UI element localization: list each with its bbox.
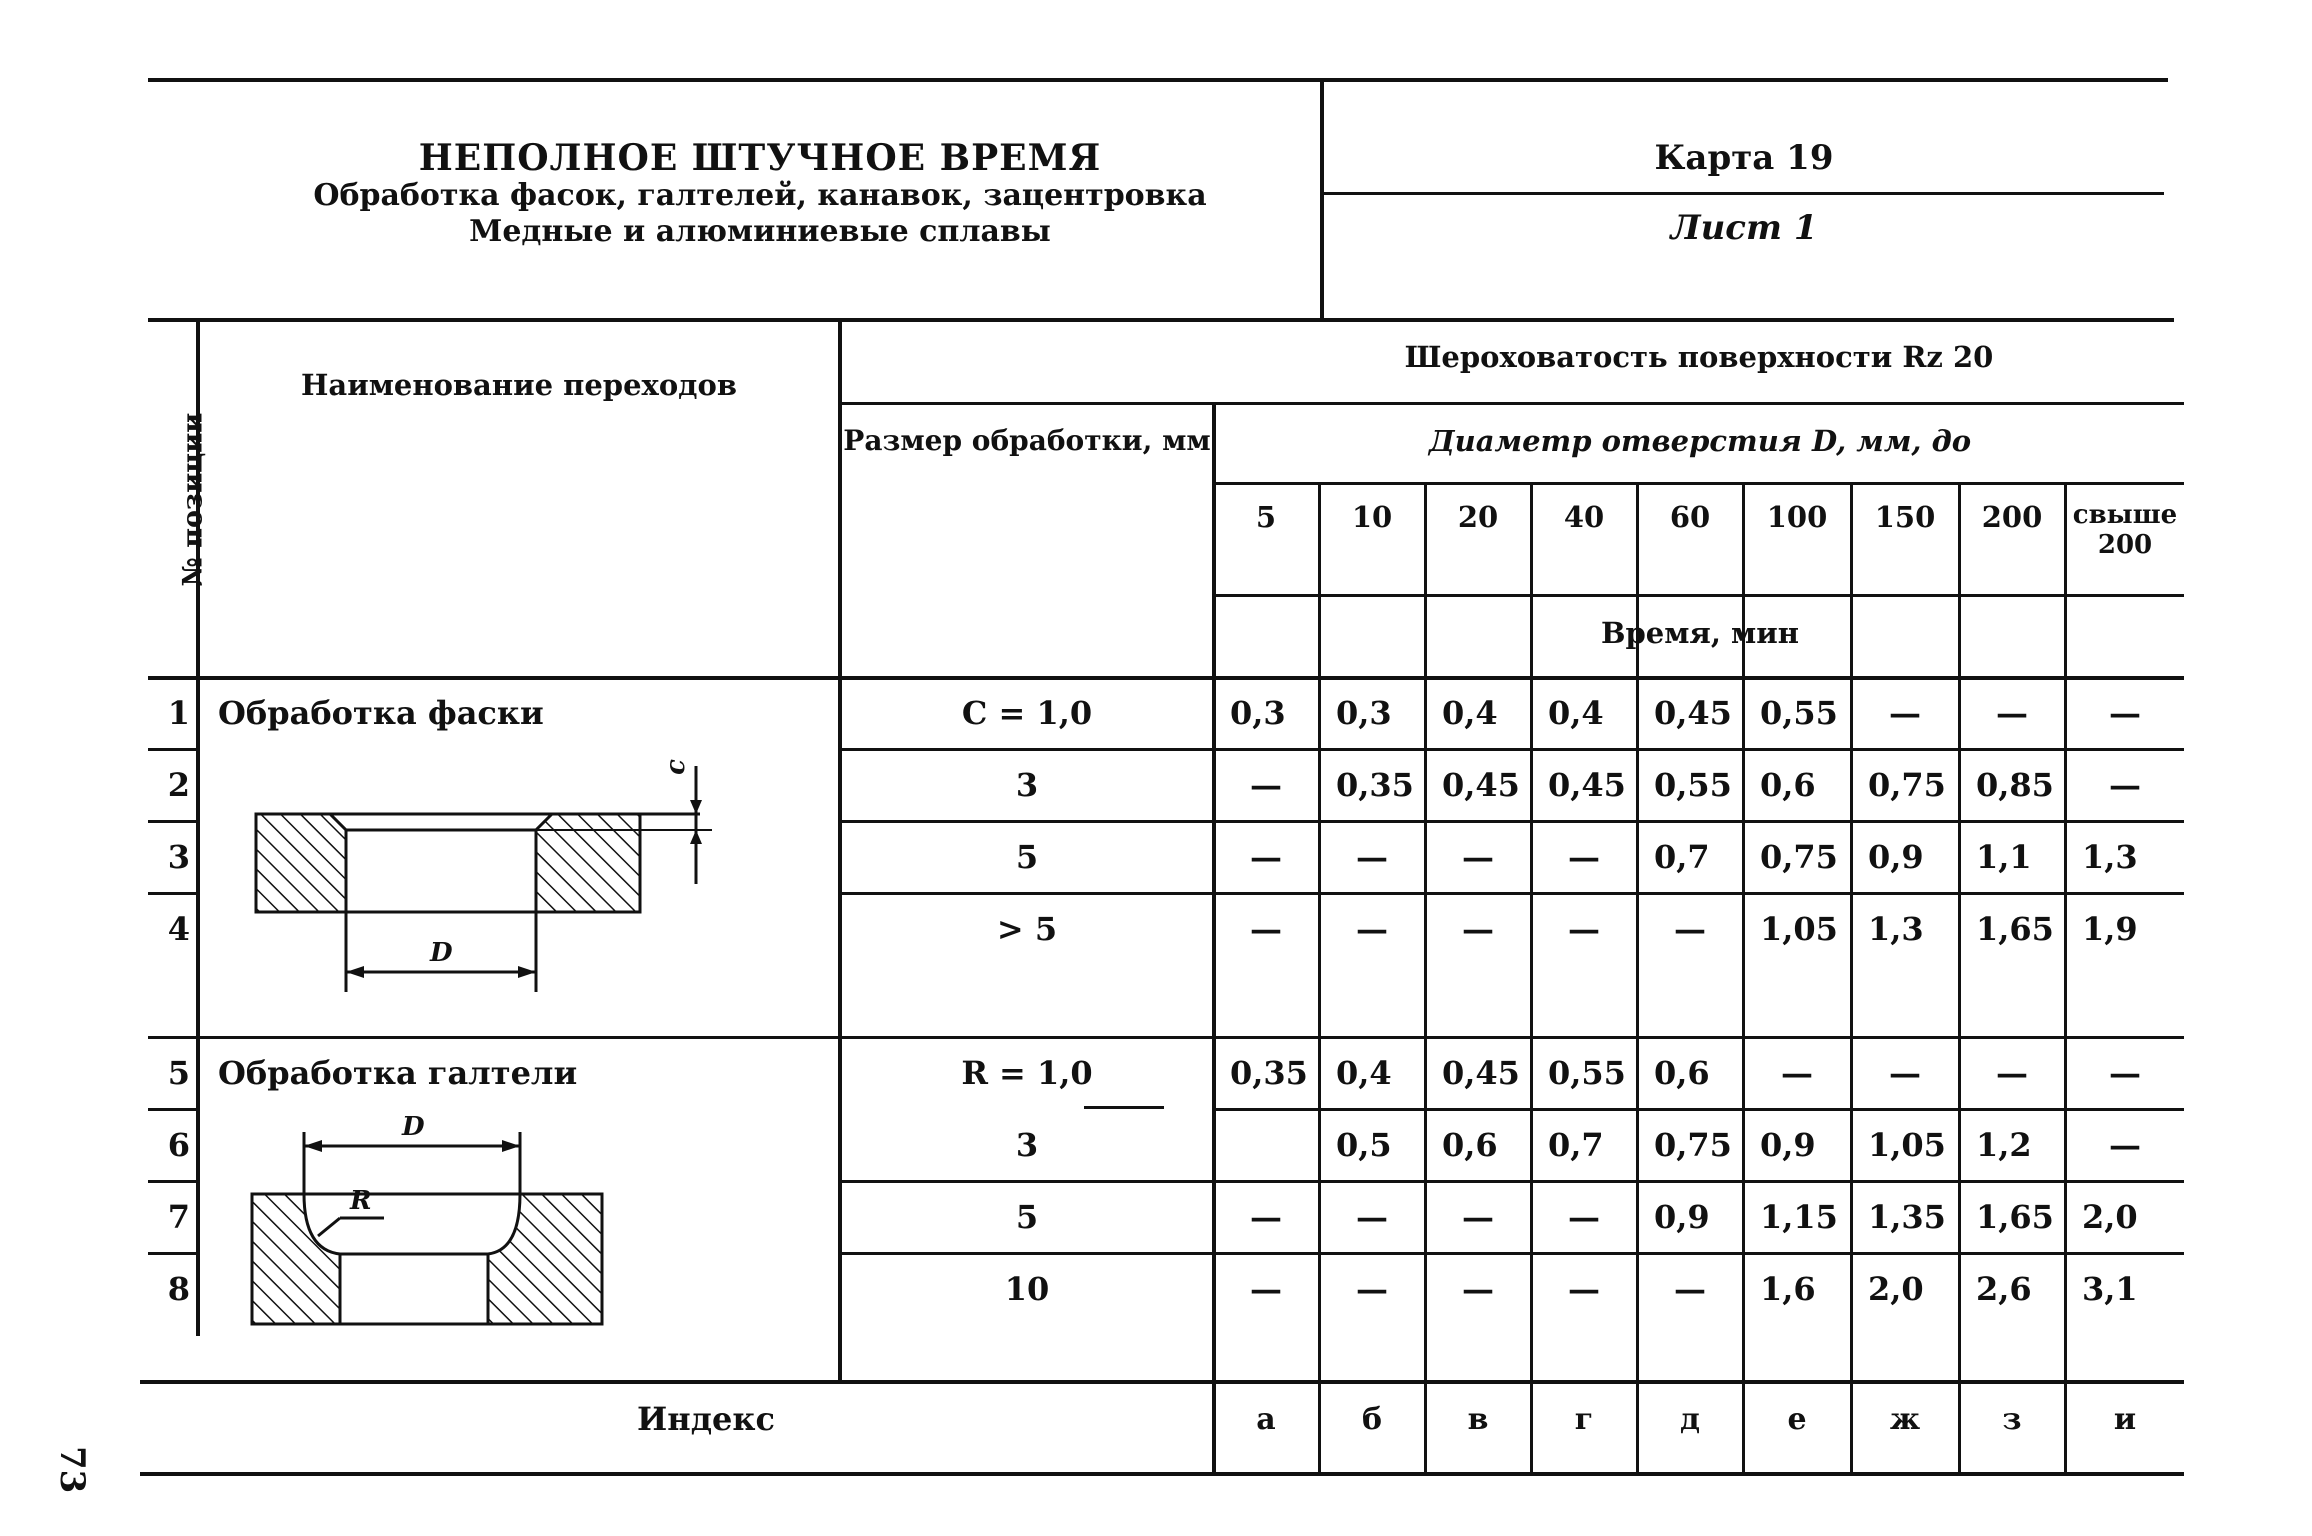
time-cell: 0,7 (1654, 838, 1710, 876)
time-cell: 1,3 (1868, 910, 1924, 948)
position-no-header: № позиции (177, 412, 209, 587)
time-cell: 1,05 (1868, 1126, 1946, 1164)
row-rule (148, 1108, 198, 1111)
row-rule (1214, 1108, 2184, 1111)
time-cell: 0,5 (1336, 1126, 1392, 1164)
row-rule (148, 1180, 198, 1183)
size-cell: 3 (1015, 766, 1039, 804)
time-cell: — (1889, 1054, 1921, 1092)
diameter-header-cell: 200 (1981, 500, 2043, 534)
size-cell: 3 (1015, 1126, 1039, 1164)
time-cell: 0,75 (1868, 766, 1946, 804)
time-cell: 1,3 (2082, 838, 2138, 876)
time-cell: 2,0 (1868, 1270, 1924, 1308)
row-number: 8 (167, 1270, 190, 1308)
time-cell: 0,75 (1654, 1126, 1732, 1164)
time-cell: 0,4 (1336, 1054, 1392, 1092)
index-cell: е (1787, 1402, 1807, 1437)
time-cell: 0,9 (1760, 1126, 1816, 1164)
time-cell: 0,85 (1976, 766, 2054, 804)
time-cell: — (1250, 1198, 1282, 1236)
doc-material: Медные и алюминиевые сплавы (469, 214, 1051, 249)
size-cell: С = 1,0 (961, 694, 1093, 732)
group-rule (148, 1036, 2184, 1039)
diameter-header-cell: 100 (1766, 500, 1828, 534)
diameter-header-cell: свыше 200 (2072, 500, 2178, 560)
time-cell: — (2109, 1126, 2141, 1164)
header-bottom-rule (148, 318, 2174, 322)
index-header: Индекс (637, 1400, 775, 1438)
size-cell: 5 (1015, 1198, 1039, 1236)
size-cell: 5 (1015, 838, 1039, 876)
diameter-header: Диаметр отверстия D, мм, до (1428, 424, 1972, 458)
index-cell: г (1574, 1402, 1594, 1437)
row-rule (840, 748, 2184, 751)
time-cell: 0,3 (1230, 694, 1286, 732)
time-cell: 0,35 (1336, 766, 1414, 804)
time-cell: 0,9 (1868, 838, 1924, 876)
time-cell: — (1462, 1270, 1494, 1308)
time-cell: 1,35 (1868, 1198, 1946, 1236)
row-number: 2 (167, 766, 190, 804)
sheet-label: Лист 1 (1670, 208, 1818, 248)
roughness-header: Шероховатость поверхности Rz 20 (1404, 340, 1994, 374)
time-cell: — (2109, 694, 2141, 732)
time-cell: — (1462, 910, 1494, 948)
diameter-header-cell: 150 (1874, 500, 1936, 534)
time-cell: — (1568, 838, 1600, 876)
diameter-header-cell: 40 (1563, 500, 1605, 534)
row-rule (1084, 1106, 1164, 1109)
doc-title: НЕПОЛНОЕ ШТУЧНОЕ ВРЕМЯ (418, 137, 1102, 179)
transition-name-header: Наименование переходов (301, 368, 737, 402)
index-cell: б (1361, 1402, 1382, 1437)
index-cell: ж (1889, 1402, 1921, 1437)
time-cell: — (2109, 1054, 2141, 1092)
row-rule (840, 820, 2184, 823)
row-number: 5 (167, 1054, 190, 1092)
chamfer-left-block (256, 814, 346, 912)
time-cell: 0,6 (1442, 1126, 1498, 1164)
time-cell: — (1250, 766, 1282, 804)
chamfer-dim-c-label: c (660, 759, 691, 775)
time-cell: — (1674, 910, 1706, 948)
time-cell: — (1250, 838, 1282, 876)
time-cell: 0,45 (1548, 766, 1626, 804)
time-cell: — (1674, 1270, 1706, 1308)
index-cell: з (2002, 1402, 2022, 1437)
row-number: 7 (167, 1198, 190, 1236)
time-cell: 1,15 (1760, 1198, 1838, 1236)
row-rule (148, 892, 198, 895)
doc-subtitle: Обработка фасок, галтелей, канавок, зацентровка (313, 178, 1207, 213)
time-cell: — (2109, 766, 2141, 804)
time-cell: 0,55 (1548, 1054, 1626, 1092)
time-cell: 2,6 (1976, 1270, 2032, 1308)
time-cell: — (1250, 1270, 1282, 1308)
time-cell: — (1889, 694, 1921, 732)
time-cell: 0,45 (1442, 1054, 1520, 1092)
time-cell: — (1356, 838, 1388, 876)
row-number: 6 (167, 1126, 190, 1164)
time-cell: — (1250, 910, 1282, 948)
index-rule (140, 1380, 2184, 1384)
size-cell: 10 (1004, 1270, 1050, 1308)
time-cell: 2,0 (2082, 1198, 2138, 1236)
time-cell: 0,6 (1654, 1054, 1710, 1092)
diameter-rule (1214, 482, 2184, 485)
row-rule (148, 1252, 198, 1255)
diameter-header-cell: 5 (1255, 500, 1277, 534)
group-name-chamfer: Обработка фаски (218, 694, 544, 732)
index-cell: в (1467, 1402, 1489, 1437)
time-cell: 1,05 (1760, 910, 1838, 948)
time-cell: — (1356, 1198, 1388, 1236)
time-cell: 0,4 (1442, 694, 1498, 732)
fillet-diameter-label: D (402, 1112, 425, 1142)
chamfer-right-block (536, 814, 640, 912)
time-cell: 3,1 (2082, 1270, 2138, 1308)
time-cell: — (1356, 1270, 1388, 1308)
index-cell: а (1256, 1402, 1276, 1437)
size-header: Размер обработки, мм (843, 424, 1211, 457)
index-cell: д (1680, 1402, 1700, 1437)
time-cell: 0,9 (1654, 1198, 1710, 1236)
time-cell: — (1996, 694, 2028, 732)
diameter-header-cell: 20 (1457, 500, 1499, 534)
row-rule (840, 1252, 2184, 1255)
time-cell: 0,7 (1548, 1126, 1604, 1164)
time-cell: 0,55 (1654, 766, 1732, 804)
time-rule (1214, 594, 2184, 597)
time-cell: 0,35 (1230, 1054, 1308, 1092)
time-cell: 0,4 (1548, 694, 1604, 732)
time-cell: — (1996, 1054, 2028, 1092)
time-cell: — (1781, 1054, 1813, 1092)
time-cell: — (1356, 910, 1388, 948)
time-cell: — (1462, 1198, 1494, 1236)
row-number: 3 (167, 838, 190, 876)
time-cell: 0,45 (1442, 766, 1520, 804)
row-rule (840, 1180, 2184, 1183)
time-cell: — (1568, 1270, 1600, 1308)
row-rule (148, 820, 198, 823)
page-number: 73 (52, 1446, 92, 1494)
time-header: Время, мин (1601, 616, 1799, 650)
fillet-right-block (488, 1194, 602, 1324)
header-end-rule (148, 676, 2184, 680)
time-cell: 1,2 (1976, 1126, 2032, 1164)
index-cell: и (2113, 1402, 2137, 1437)
time-cell: 1,1 (1976, 838, 2032, 876)
time-cell: 1,6 (1760, 1270, 1816, 1308)
row-number: 1 (167, 694, 190, 732)
size-cell: R = 1,0 (961, 1054, 1093, 1092)
diameter-header-cell: 60 (1669, 500, 1711, 534)
time-cell: — (1568, 1198, 1600, 1236)
time-cell: — (1462, 838, 1494, 876)
time-cell: 1,9 (2082, 910, 2138, 948)
fillet-left-block (252, 1194, 340, 1324)
header-top-rule (148, 78, 2168, 82)
time-cell: — (1568, 910, 1600, 948)
row-rule (840, 892, 2184, 895)
roughness-rule (840, 402, 2184, 405)
table-bottom-rule (140, 1472, 2184, 1476)
time-cell: 0,75 (1760, 838, 1838, 876)
time-cell: 1,65 (1976, 910, 2054, 948)
size-cell: > 5 (996, 910, 1058, 948)
fillet-radius-label: R (350, 1186, 372, 1216)
chamfer-diameter-label: D (430, 938, 453, 968)
time-cell: 0,6 (1760, 766, 1816, 804)
card-label: Карта 19 (1654, 138, 1834, 178)
header-divider-vertical (1320, 80, 1324, 320)
card-divider (1324, 192, 2164, 195)
time-cell: 1,65 (1976, 1198, 2054, 1236)
diameter-header-cell: 10 (1351, 500, 1393, 534)
time-cell: 0,45 (1654, 694, 1732, 732)
group-name-fillet: Обработка галтели (218, 1054, 578, 1092)
row-number: 4 (167, 910, 190, 948)
time-cell: 0,55 (1760, 694, 1838, 732)
time-cell: 0,3 (1336, 694, 1392, 732)
row-rule (148, 748, 198, 751)
